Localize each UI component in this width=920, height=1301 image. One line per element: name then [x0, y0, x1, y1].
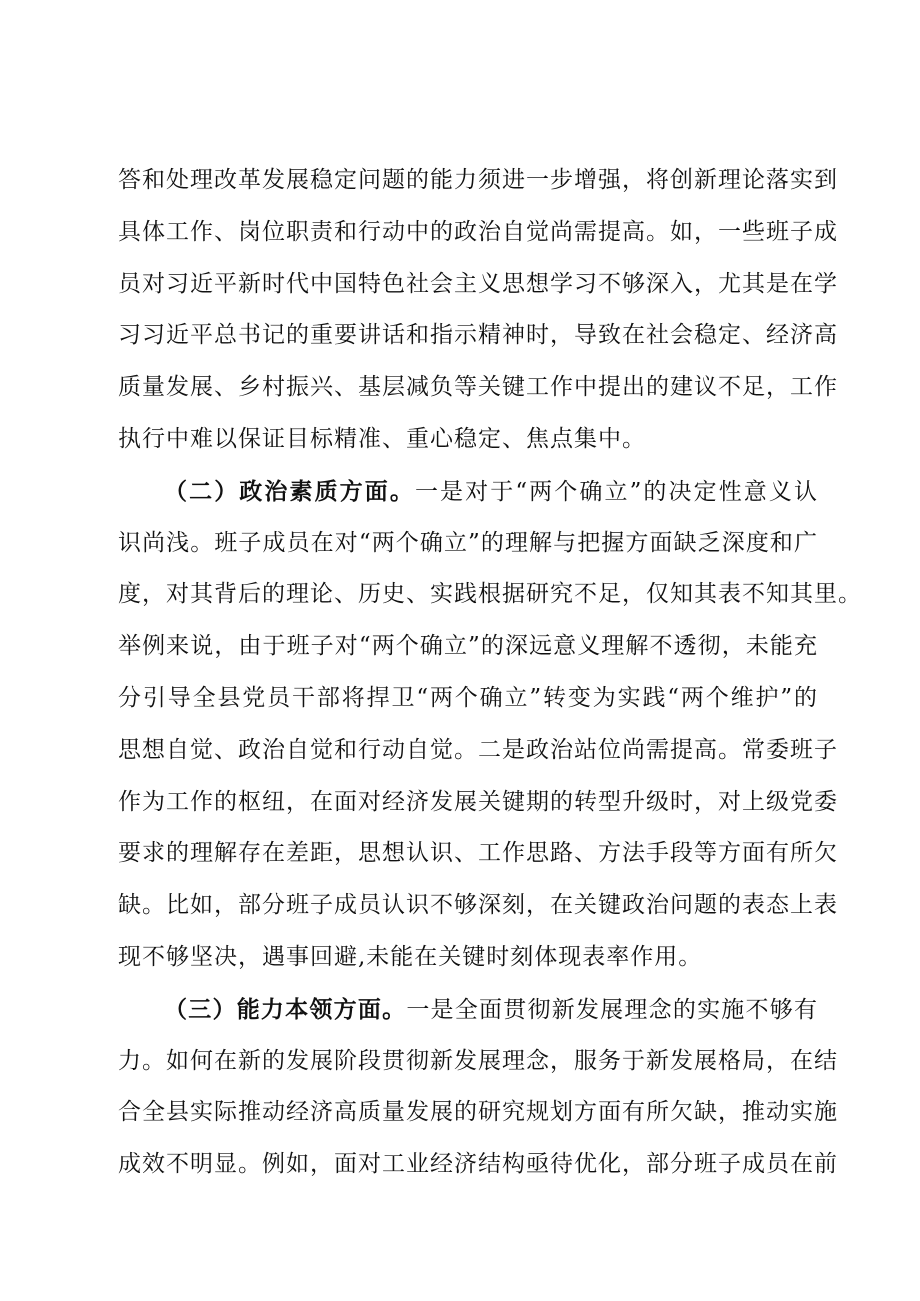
text-line: 员对习近平新时代中国特色社会主义思想学习不够深入，尤其是在学 [118, 270, 838, 297]
text-run: 一是对于“两个确立”的决定性意义认 [414, 478, 818, 505]
paragraph-2 [118, 466, 862, 984]
text-line: 要求的理解存在差距，思想认识、工作思路、方法手段等方面有所欠 [118, 840, 838, 867]
text-line: 答和处理改革发展稳定问题的能力须进一步增强，将创新理论落实到 [118, 167, 838, 193]
text-line: 度，对其背后的理论、历史、实践根据研究不足，仅知其表不知其里。 [118, 581, 862, 608]
text-line: 习习近平总书记的重要讲话和指示精神时，导致在社会稳定、经济高 [118, 322, 838, 349]
section-heading: （三）能力本领方面。 [164, 995, 407, 1023]
text-line: 成效不明显。例如，面对工业经济结构亟待优化，部分班子成员在前 [118, 1151, 838, 1178]
text-line: 缺。比如，部分班子成员认识不够深刻，在关键政治问题的表态上表 [118, 892, 838, 919]
text-line: 具体工作、岗位职责和行动中的政治自觉尚需提高。如，一些班子成 [118, 218, 838, 245]
text-line: 质量发展、乡村振兴、基层减负等关键工作中提出的建议不足，工作 [118, 374, 838, 401]
text-line: 执行中难以保证目标精准、重心稳定、焦点集中。 [118, 425, 646, 452]
text-line: 合全县实际推动经济高质量发展的研究规划方面有所欠缺，推动实施 [118, 1099, 838, 1126]
text-run: 一是全面贯彻新发展理念的实施不够有 [406, 996, 819, 1023]
paragraph-1 [118, 155, 838, 466]
paragraph-first-line [118, 466, 818, 518]
paragraph-first-line [118, 984, 818, 1036]
text-line: 力。如何在新的发展阶段贯彻新发展理念，服务于新发展格局，在结 [118, 1047, 838, 1074]
text-line: 思想自觉、政治自觉和行动自觉。二是政治站位尚需提高。常委班子 [118, 736, 838, 763]
document-body [118, 155, 862, 1191]
text-line: 识尚浅。班子成员在对“两个确立”的理解与把握方面缺乏深度和广 [118, 529, 818, 556]
text-line: 现不够坚决，遇事回避,未能在关键时刻体现表率作用。 [118, 943, 703, 970]
text-line: 分引导全县党员干部将捍卫“两个确立”转变为实践“两个维护”的 [118, 684, 818, 711]
text-line: 举例来说，由于班子对“两个确立”的深远意义理解不透彻，未能充 [118, 633, 818, 660]
text-line: 作为工作的枢纽，在面对经济发展关键期的转型升级时，对上级党委 [118, 788, 838, 815]
paragraph-3 [118, 984, 838, 1191]
section-heading: （二）政治素质方面。 [164, 477, 415, 505]
